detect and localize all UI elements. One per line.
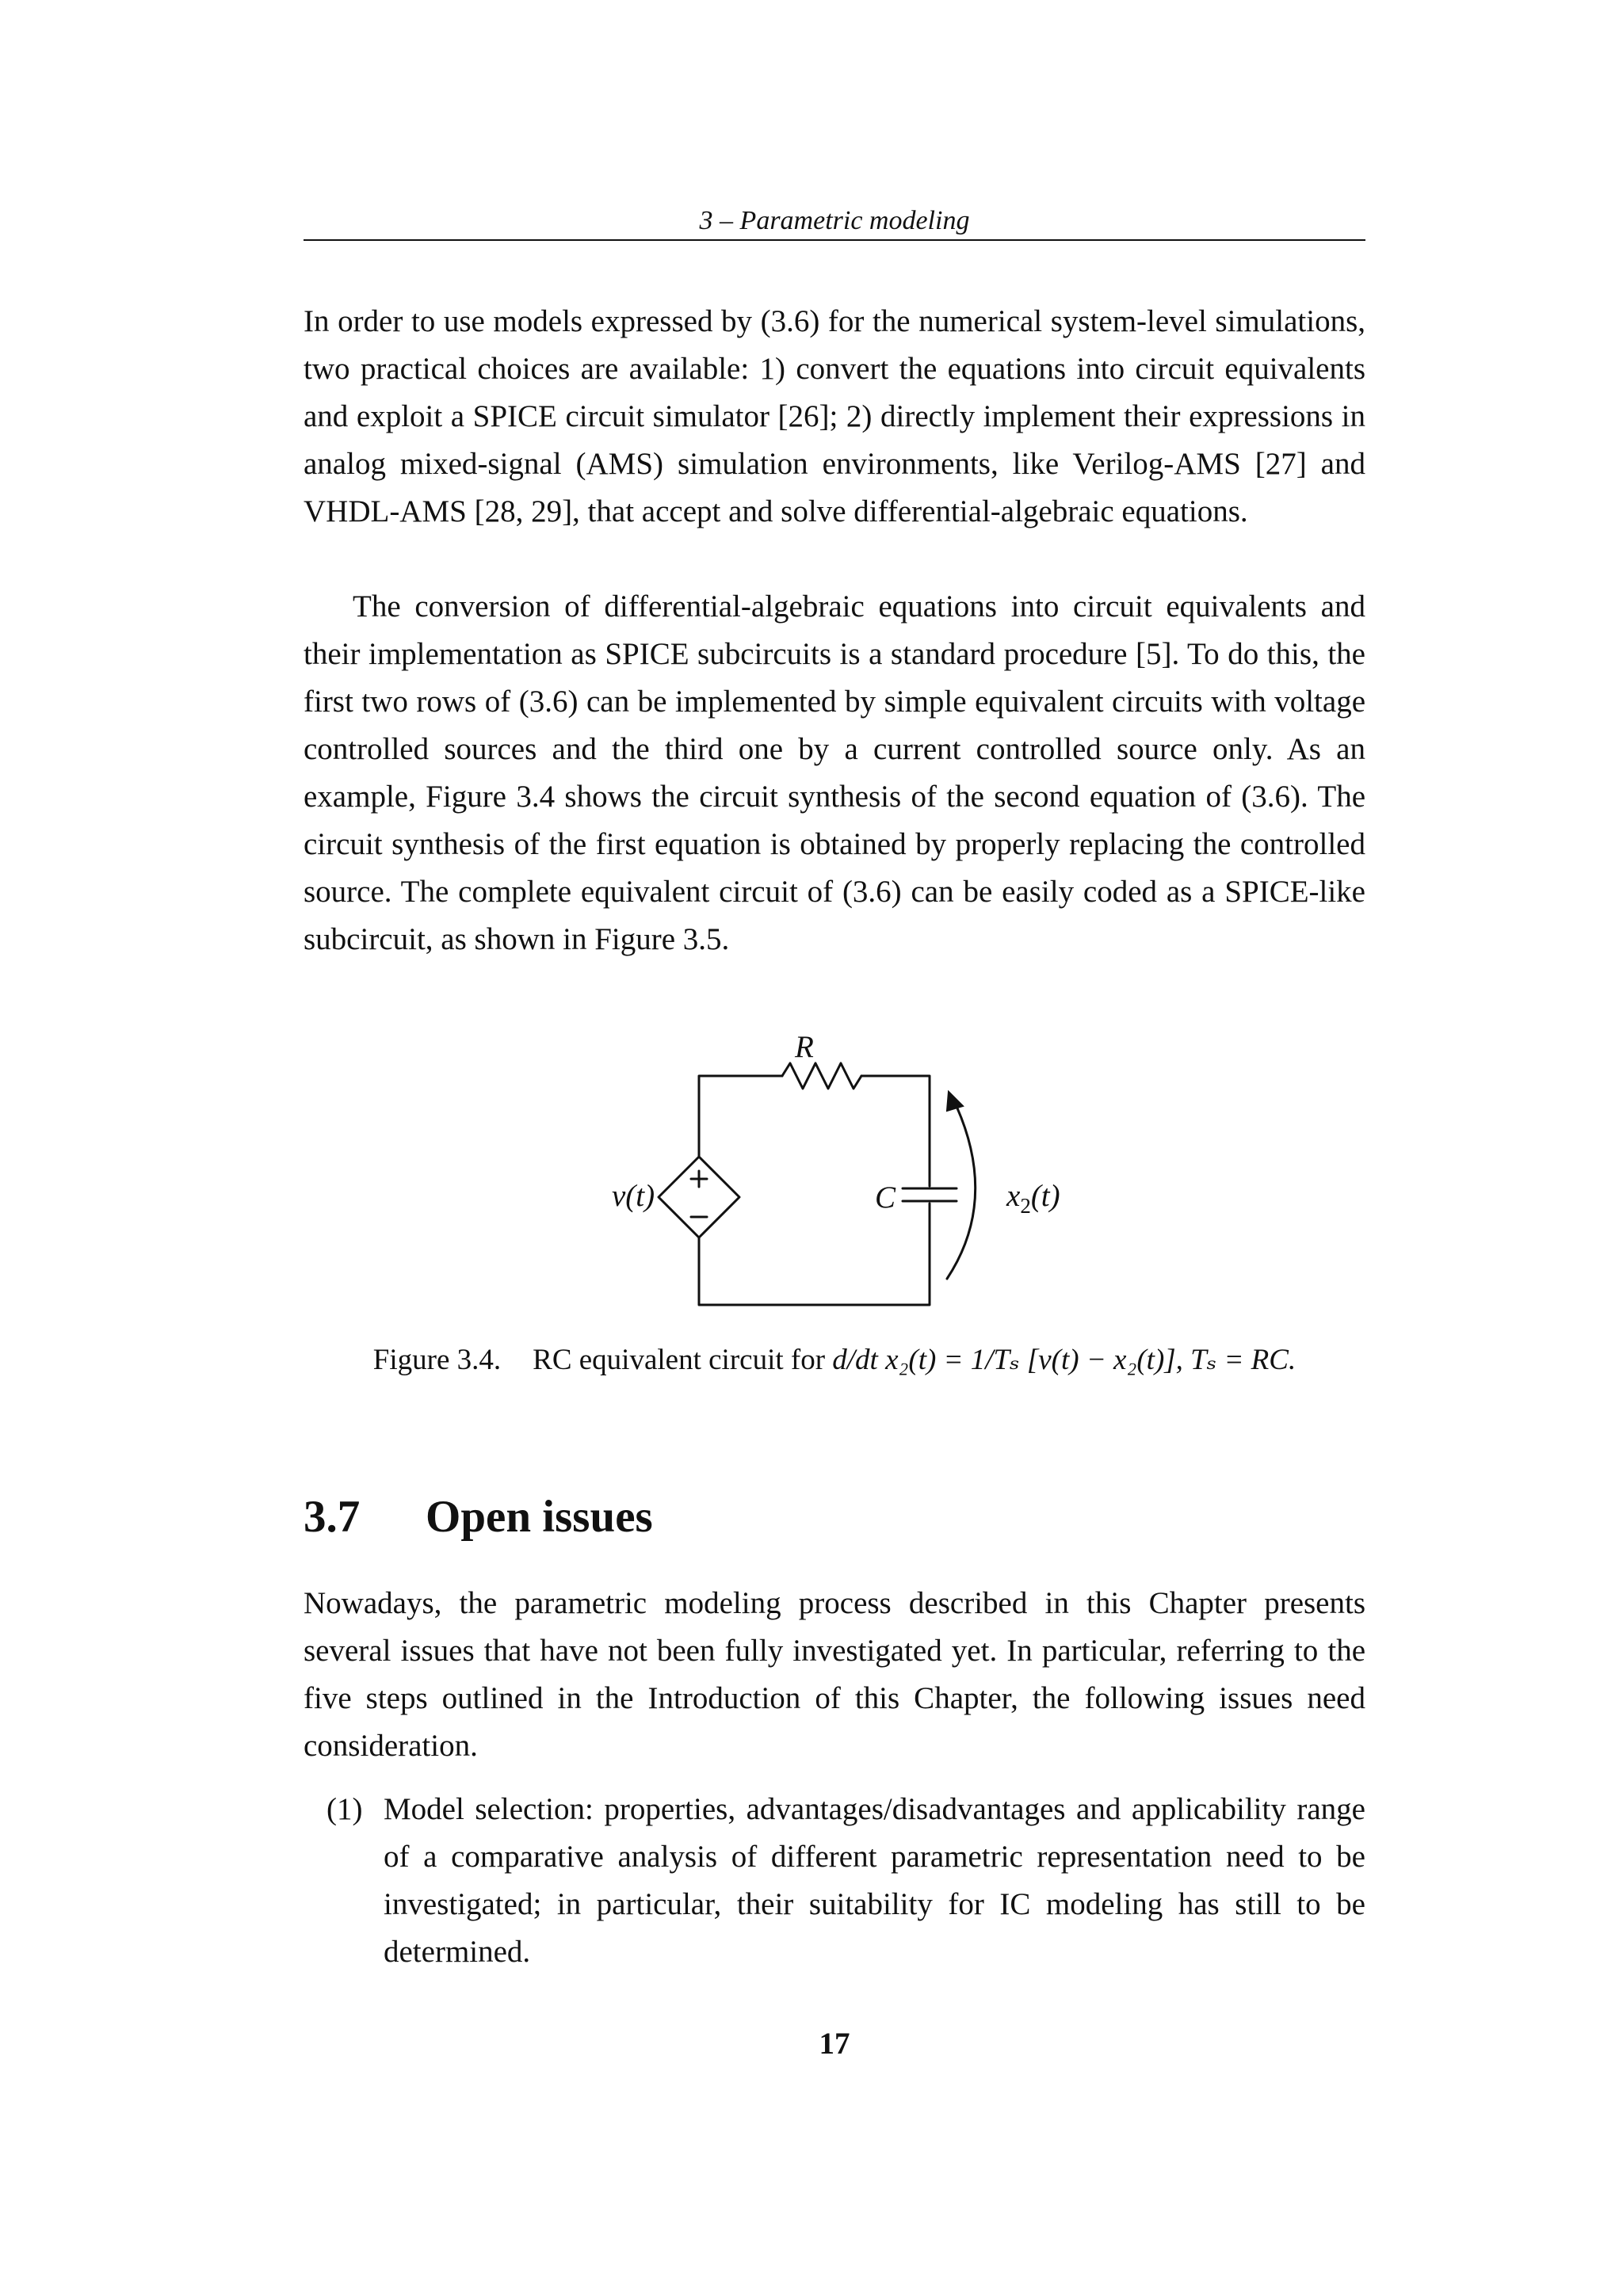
section-title: Open issues: [426, 1492, 653, 1542]
dependent-voltage-source: [659, 1157, 739, 1238]
output-var: x: [1006, 1179, 1021, 1213]
resistor-label: R: [795, 1030, 814, 1064]
source-label: v(t): [612, 1179, 655, 1213]
rc-circuit-diagram: [304, 1030, 1365, 1331]
figure-caption: [304, 1341, 1365, 1380]
output-subscript: 2: [1020, 1193, 1031, 1218]
output-arg: (t): [1030, 1179, 1060, 1213]
issues-list: [304, 1786, 1365, 1976]
header-rule: [304, 239, 1365, 241]
page-number: 17: [819, 2027, 850, 2061]
list-item-text: Model selection: properties, advantages/disadvantages and applicability range of a comparative analysis of different parametric representation need to be investigated; in particular, their suitability for IC modeling has still to be determined.: [384, 1792, 1365, 1969]
resistor-symbol: [782, 1063, 861, 1089]
voltage-arrow-arc: [947, 1103, 976, 1279]
wire-top-left: [699, 1076, 782, 1157]
section-number: 3.7: [304, 1492, 361, 1542]
figure-rc-circuit: [304, 1030, 1365, 1331]
list-item: [304, 1786, 1365, 1976]
paragraph-simulation-choices: In order to use models expressed by (3.6) for the numerical system-level simulations, two practical choices are available: 1) convert the equations into circuit equivalents and exploit a SPICE circuit simulator [26]; 2) directly implement their expressions in analog mixed-signal (AMS) simulation environments, like Verilog-AMS [27] and VHDL-AMS [28, 29], that accept and solve differential-algebraic equations.: [304, 304, 1365, 528]
caption-equation: d/dt x₂(t) = 1/Tₛ [v(t) − x₂(t)], Tₛ = RC.: [832, 1344, 1296, 1376]
output-voltage-label: [1006, 1179, 1060, 1223]
caption-lead: RC equivalent circuit for: [533, 1344, 826, 1376]
paragraph-spice-conversion: The conversion of differential-algebraic equations into circuit equivalents and their implementation as SPICE subcircuits is a standard procedure [5]. To do this, the first two rows of (3.6) can be implemented by simple equivalent circuits with voltage controlled sources and the third one by a current controlled source only. As an example, Figure 3.4 shows the circuit synthesis of the second equation of (3.6). The circuit synthesis of the first equation is obtained by properly replacing the controlled source. The complete equivalent circuit of (3.6) can be easily coded as a SPICE-like subcircuit, as shown in Figure 3.5.: [304, 589, 1365, 956]
running-head: 3 – Parametric modeling: [699, 206, 970, 235]
voltage-arrow-head: [947, 1092, 963, 1111]
capacitor-label: C: [875, 1180, 896, 1215]
caption-number: Figure 3.4.: [372, 1344, 502, 1376]
paragraph-open-issues-intro: Nowadays, the parametric modeling process described in this Chapter presents several issues that have not been fully investigated yet. In particular, referring to the five steps outlined in the Introduction of this Chapter, the following issues need consideration.: [304, 1586, 1365, 1763]
section-heading: [304, 1489, 1365, 1545]
plus-sign: [691, 1171, 707, 1187]
wire-top-right: [861, 1076, 930, 1186]
wire-bottom-right: [699, 1203, 930, 1305]
list-marker: (1): [327, 1792, 363, 1826]
